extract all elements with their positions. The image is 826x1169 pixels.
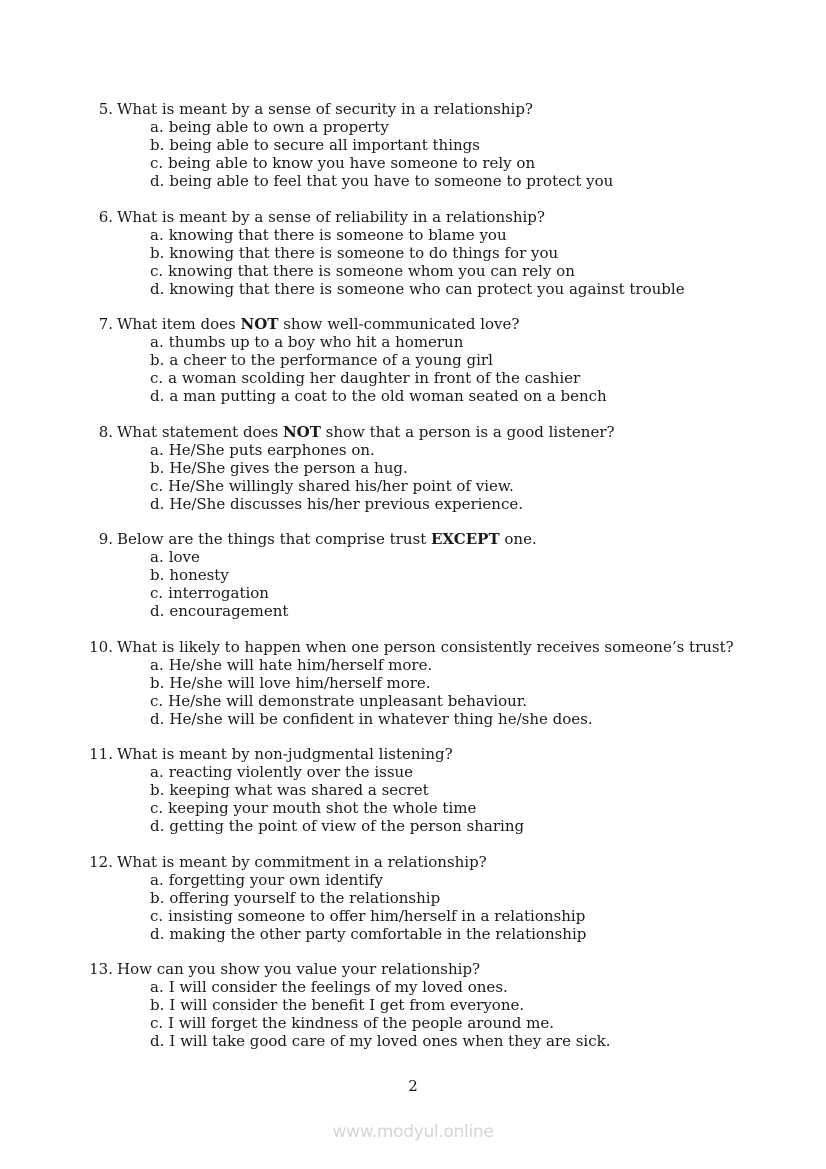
question-number: 9. xyxy=(98,530,113,548)
option-row xyxy=(150,656,780,674)
option-letter: c. xyxy=(150,476,164,495)
option-text: offering yourself to the relationship xyxy=(169,888,441,907)
option-letter: b. xyxy=(150,243,165,262)
option-text: I will take good care of my loved ones when they are sick. xyxy=(169,1032,611,1050)
option-row xyxy=(150,1014,780,1032)
question-number: 7. xyxy=(98,315,113,333)
option-list xyxy=(150,226,780,298)
question-text xyxy=(117,208,545,226)
option-text: He/she will love him/herself more. xyxy=(169,673,431,692)
watermark: www.modyul.online xyxy=(332,1122,494,1142)
option-letter: b. xyxy=(150,351,165,369)
option-row xyxy=(150,996,780,1014)
option-text: He/She willingly shared his/her point of view. xyxy=(168,476,514,495)
option-text: keeping your mouth shot the whole time xyxy=(168,799,477,817)
option-row xyxy=(150,280,780,298)
question-text-segment: What is meant by non-judgmental listening? xyxy=(117,745,453,763)
question-number: 12. xyxy=(89,852,113,871)
option-letter: d. xyxy=(150,387,165,405)
question-text-segment: How can you show you value your relationship? xyxy=(117,960,481,978)
question-block xyxy=(80,638,780,728)
option-list xyxy=(150,871,780,943)
option-row xyxy=(150,244,780,262)
option-text: a man putting a coat to the old woman seated on a bench xyxy=(169,387,607,405)
option-row xyxy=(150,441,780,459)
option-text: I will consider the feelings of my loved ones. xyxy=(168,978,508,996)
option-letter: a. xyxy=(150,655,164,674)
option-row xyxy=(150,369,780,387)
option-text: keeping what was shared a secret xyxy=(169,781,429,799)
option-row xyxy=(150,584,780,602)
question-block xyxy=(80,100,780,190)
question-block xyxy=(80,853,780,943)
option-text: honesty xyxy=(169,566,229,584)
question-text-segment: What is likely to happen when one person consistently receives someone’s trust? xyxy=(117,637,734,656)
option-text: being able to secure all important things xyxy=(169,136,480,154)
question-number: 11. xyxy=(89,745,113,763)
option-row xyxy=(150,333,780,351)
question-text xyxy=(117,315,519,333)
option-text: thumbs up to a boy who hit a homerun xyxy=(168,333,464,351)
question-block xyxy=(80,960,780,1050)
option-row xyxy=(150,907,780,925)
option-letter: d. xyxy=(150,924,165,943)
question-text-segment: show that a person is a good listener? xyxy=(320,422,615,441)
question-block xyxy=(80,208,780,298)
option-letter: d. xyxy=(150,494,165,513)
option-text: love xyxy=(168,548,200,566)
option-letter: d. xyxy=(150,1032,165,1050)
quiz-question-list xyxy=(80,100,780,1068)
question-text-segment: Below are the things that comprise trust xyxy=(117,530,431,548)
question-line xyxy=(80,423,780,441)
option-row xyxy=(150,172,780,190)
question-line xyxy=(80,745,780,763)
option-text: making the other party comfortable in the relationship xyxy=(169,924,587,943)
question-text-segment: What statement does xyxy=(117,422,283,441)
option-letter: c. xyxy=(150,799,164,817)
option-text: being able to feel that you have to someone to protect you xyxy=(169,172,614,190)
option-text: knowing that there is someone to do things for you xyxy=(169,243,559,262)
option-text: knowing that there is someone who can protect you against trouble xyxy=(169,279,685,298)
option-row xyxy=(150,781,780,799)
option-text: a woman scolding her daughter in front of the cashier xyxy=(168,369,581,387)
question-text xyxy=(117,853,487,871)
option-letter: a. xyxy=(150,225,164,244)
option-row xyxy=(150,817,780,835)
option-row xyxy=(150,602,780,620)
question-line xyxy=(80,530,780,548)
option-letter: c. xyxy=(150,584,164,602)
question-text-segment: show well-communicated love? xyxy=(278,315,520,333)
option-letter: b. xyxy=(150,996,165,1014)
option-row xyxy=(150,262,780,280)
option-list xyxy=(150,441,780,513)
question-text-segment: What is meant by a sense of reliability in a relationship? xyxy=(117,207,545,226)
question-text-bold: EXCEPT xyxy=(431,530,500,548)
question-block xyxy=(80,745,780,835)
question-number: 10. xyxy=(89,637,113,656)
option-text: knowing that there is someone to blame you xyxy=(168,225,507,244)
option-letter: c. xyxy=(150,369,164,387)
option-letter: b. xyxy=(150,888,165,907)
option-list xyxy=(150,763,780,835)
question-number: 5. xyxy=(98,100,113,118)
option-row xyxy=(150,136,780,154)
option-row xyxy=(150,459,780,477)
option-letter: a. xyxy=(150,118,164,136)
option-letter: c. xyxy=(150,906,164,925)
option-text: He/She discusses his/her previous experience. xyxy=(169,494,523,513)
question-line xyxy=(80,853,780,871)
option-letter: a. xyxy=(150,333,164,351)
option-row xyxy=(150,889,780,907)
question-line xyxy=(80,960,780,978)
option-row xyxy=(150,351,780,369)
question-text xyxy=(117,530,537,548)
question-block xyxy=(80,530,780,620)
option-text: He/she will hate him/herself more. xyxy=(168,655,433,674)
question-line xyxy=(80,315,780,333)
option-row xyxy=(150,118,780,136)
option-letter: a. xyxy=(150,440,164,459)
option-letter: a. xyxy=(150,763,164,781)
question-text-bold: NOT xyxy=(282,422,321,441)
option-list xyxy=(150,333,780,405)
option-letter: d. xyxy=(150,279,165,298)
option-row xyxy=(150,566,780,584)
question-text xyxy=(117,745,453,763)
option-text: encouragement xyxy=(169,602,289,620)
question-text-bold: NOT xyxy=(240,315,279,333)
option-letter: a. xyxy=(150,548,164,566)
option-row xyxy=(150,477,780,495)
question-text-segment: one. xyxy=(499,530,537,548)
question-text xyxy=(117,100,533,118)
option-text: a cheer to the performance of a young girl xyxy=(169,351,493,369)
option-row xyxy=(150,548,780,566)
option-text: He/she will be confident in whatever thing he/she does. xyxy=(169,709,593,728)
option-text: being able to own a property xyxy=(168,118,389,136)
option-text: knowing that there is someone whom you can rely on xyxy=(168,261,575,280)
question-text-segment: What item does xyxy=(117,315,241,333)
option-row xyxy=(150,495,780,513)
option-letter: d. xyxy=(150,817,165,835)
question-number: 8. xyxy=(98,422,113,441)
option-letter: c. xyxy=(150,261,164,280)
question-text xyxy=(117,960,480,978)
option-list xyxy=(150,118,780,190)
question-line xyxy=(80,208,780,226)
option-letter: b. xyxy=(150,136,165,154)
option-letter: c. xyxy=(150,691,164,710)
question-text xyxy=(117,638,734,656)
option-letter: c. xyxy=(150,154,164,172)
option-letter: a. xyxy=(150,978,164,996)
option-letter: d. xyxy=(150,172,165,190)
option-letter: b. xyxy=(150,673,165,692)
question-text-segment: What is meant by commitment in a relationship? xyxy=(117,852,487,871)
option-text: getting the point of view of the person sharing xyxy=(169,817,525,835)
question-text-segment: What is meant by a sense of security in a relationship? xyxy=(117,100,533,118)
option-row xyxy=(150,763,780,781)
option-row xyxy=(150,226,780,244)
option-text: forgetting your own identify xyxy=(168,870,384,889)
option-row xyxy=(150,799,780,817)
option-letter: d. xyxy=(150,602,165,620)
option-text: He/She puts earphones on. xyxy=(168,440,375,459)
option-letter: a. xyxy=(150,870,164,889)
option-letter: c. xyxy=(150,1014,164,1032)
question-text xyxy=(117,423,615,441)
question-number: 13. xyxy=(89,960,113,978)
option-text: He/she will demonstrate unpleasant behaviour. xyxy=(168,691,528,710)
option-text: insisting someone to offer him/herself in a relationship xyxy=(168,906,586,925)
option-row xyxy=(150,674,780,692)
option-letter: b. xyxy=(150,781,165,799)
option-row xyxy=(150,154,780,172)
option-letter: d. xyxy=(150,709,165,728)
option-row xyxy=(150,1032,780,1050)
option-text: I will consider the benefit I get from everyone. xyxy=(169,996,525,1014)
option-letter: b. xyxy=(150,458,165,477)
question-line xyxy=(80,100,780,118)
question-number: 6. xyxy=(98,207,113,226)
option-text: interrogation xyxy=(168,584,269,602)
page-number: 2 xyxy=(408,1077,418,1095)
question-line xyxy=(80,638,780,656)
option-row xyxy=(150,692,780,710)
option-row xyxy=(150,871,780,889)
option-text: reacting violently over the issue xyxy=(168,763,414,781)
option-text: He/She gives the person a hug. xyxy=(169,458,408,477)
option-list xyxy=(150,656,780,728)
question-block xyxy=(80,423,780,513)
question-block xyxy=(80,315,780,405)
option-list xyxy=(150,978,780,1050)
option-text: I will forget the kindness of the people around me. xyxy=(168,1014,555,1032)
option-list xyxy=(150,548,780,620)
option-letter: b. xyxy=(150,566,165,584)
option-row xyxy=(150,387,780,405)
option-text: being able to know you have someone to rely on xyxy=(168,154,536,172)
option-row xyxy=(150,710,780,728)
option-row xyxy=(150,978,780,996)
option-row xyxy=(150,925,780,943)
